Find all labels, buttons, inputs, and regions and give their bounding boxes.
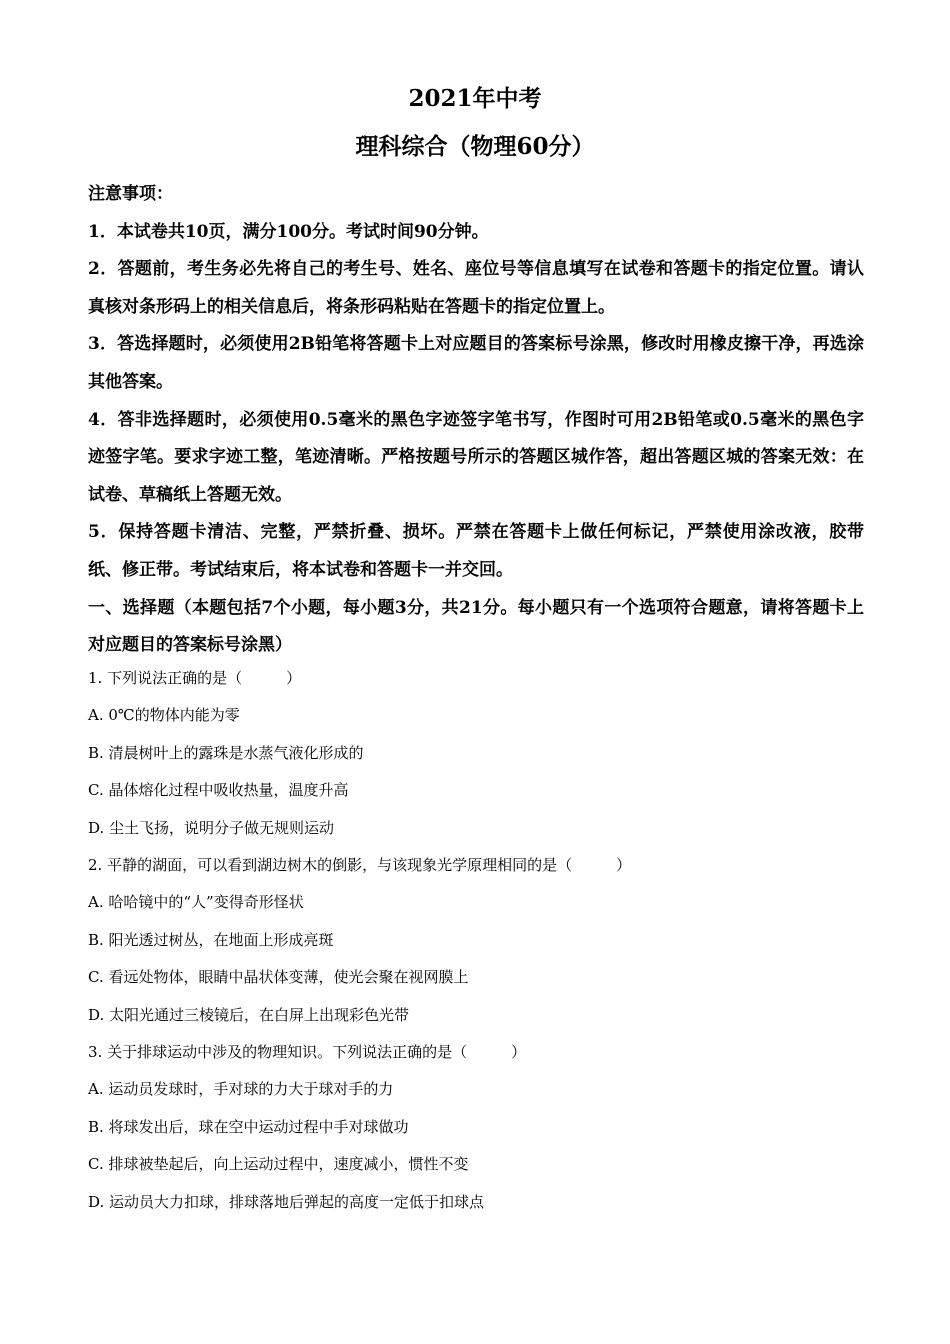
questions-list — [88, 660, 864, 1221]
question-stem-text: 1. 下列说法正确的是（ — [88, 669, 243, 687]
note-item-4: 4．答非选择题时，必须使用0.5毫米的黑色字迹签字笔书写，作图时可用2B铅笔或0.5毫米的黑色字迹签字笔。要求字迹工整，笔迹清晰。严格按题号所示的答题区城作答，超出答题区城的答案无效：在试卷、草稿纸上答题无效。 — [88, 409, 864, 505]
question-1-option-a: A. 0℃的物体内能为零 — [88, 706, 240, 725]
question-1-option-c: C. 晶体熔化过程中吸收热量，温度升高 — [88, 781, 349, 800]
question-stem-close: ） — [511, 1043, 527, 1062]
question-3-option-c: C. 排球被垫起后，向上运动过程中，速度减小，惯性不变 — [88, 1155, 469, 1174]
question-stem-close: ） — [286, 669, 302, 687]
question-3-option-d: D. 运动员大力扣球，排球落地后弹起的高度一定低于扣球点 — [88, 1192, 485, 1211]
question-stem-text: 3. 关于排球运动中涉及的物理知识。下列说法正确的是（ — [88, 1043, 468, 1062]
question-2-option-d: D. 太阳光通过三棱镜后，在白屏上出现彩色光带 — [88, 1005, 410, 1024]
question-3-option-a: A. 运动员发球时，手对球的力大于球对手的力 — [88, 1080, 394, 1099]
note-item-1: 1．本试卷共10页，满分100分。考试时间90分钟。 — [88, 221, 489, 242]
question-3-option-b: B. 将球发出后，球在空中运动过程中手对球做功 — [88, 1117, 409, 1136]
question-2-option-a: A. 哈哈镜中的“人”变得奇形怪状 — [88, 893, 304, 912]
question-stem-text: 2. 平静的湖面，可以看到湖边树木的倒影，与该现象光学原理相同的是（ — [88, 856, 573, 875]
question-stem-1 — [88, 660, 864, 697]
question-stem-3 — [88, 1034, 864, 1071]
question-2-option-b: B. 阳光透过树丛，在地面上形成亮斑 — [88, 930, 334, 949]
question-stem-2 — [88, 847, 864, 884]
question-stem-close: ） — [616, 856, 632, 875]
exam-subtitle: 理科综合（物理60分） — [355, 133, 595, 160]
note-item-3: 3．答选择题时，必须使用2B铅笔将答题卡上对应题目的答案标号涂黑，修改时用橡皮擦干净，再选涂其他答案。 — [88, 334, 864, 392]
notes-section — [88, 176, 864, 665]
note-item-5: 5．保持答题卡清洁、完整，严禁折叠、损坏。严禁在答题卡上做任何标记，严禁使用涂改液，胶带纸、修正带。考试结束后，将本试卷和答题卡一并交回。 — [88, 522, 864, 580]
question-2-option-c: C. 看远处物体，眼睛中晶状体变薄，使光会聚在视网膜上 — [88, 968, 469, 987]
section-heading: 一、选择题（本题包括7个小题，每小题3分，共21分。每小题只有一个选项符合题意，请将答题卡上对应题目的答案标号涂黑） — [88, 597, 864, 656]
notes-heading: 注意事项： — [88, 184, 173, 204]
exam-title: 2021年中考 — [408, 85, 542, 112]
question-1-option-b: B. 清晨树叶上的露珠是水蒸气液化形成的 — [88, 743, 364, 762]
question-1-option-d: D. 尘土飞扬，说明分子做无规则运动 — [88, 818, 335, 837]
note-item-2: 2．答题前，考生务必先将自己的考生号、姓名、座位号等信息填写在试卷和答题卡的指定位置。请认真核对条形码上的相关信息后，将条形码粘贴在答题卡的指定位置上。 — [88, 259, 864, 317]
